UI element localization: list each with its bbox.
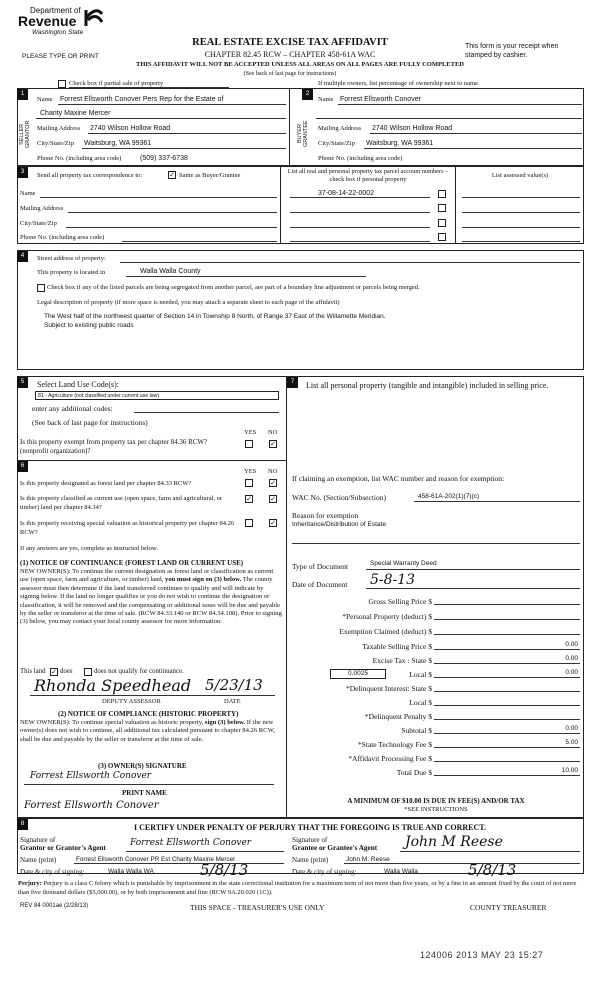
fee-value[interactable]: 0.00 bbox=[565, 669, 578, 676]
fee-value[interactable]: 10.00 bbox=[561, 767, 578, 774]
section-3-number: 3 bbox=[17, 167, 28, 178]
legal-description-label: Legal description of property (if more space is needed, you may attach a separate sheet to each page of the affidavit) bbox=[37, 299, 340, 306]
buyer-name-underline bbox=[338, 104, 582, 105]
buyer-name-label: Name bbox=[318, 96, 334, 103]
doc-date-label: Date of Document bbox=[292, 580, 348, 589]
seller-address-label: Mailing Address bbox=[37, 125, 81, 132]
sec6-instructions: If any answers are yes, complete as instructed below. bbox=[20, 545, 158, 552]
cashier-stamp: 124006 2013 MAY 23 15:27 bbox=[420, 950, 544, 960]
section-8-number: 8 bbox=[17, 819, 28, 830]
fee-value[interactable]: 0.00 bbox=[565, 641, 578, 648]
parcel-4-checkbox[interactable] bbox=[438, 233, 446, 241]
q3-yes-checkbox[interactable] bbox=[245, 519, 253, 527]
q2-no-checkbox[interactable]: ✓ bbox=[270, 495, 276, 503]
segregated-label: Check box if any of the listed parcels are being segregated from another parcel, are part of a boundary line adjustment or parcels being merged. bbox=[47, 284, 420, 291]
parcel-line-4 bbox=[290, 241, 430, 242]
form-title: REAL ESTATE EXCISE TAX AFFIDAVIT bbox=[192, 37, 388, 48]
sec3-city-label: City/State/Zip bbox=[20, 220, 57, 227]
fee-label: *Affidavit Processing Fee $ bbox=[348, 754, 432, 763]
sec3-name-label: Name bbox=[20, 190, 36, 197]
fee-label: Local $ bbox=[409, 698, 432, 707]
sec6-q1: Is this property designated as forest land per chapter 84.33 RCW? bbox=[20, 480, 192, 487]
sec5-see-back: (See back of last page for instructions) bbox=[32, 418, 148, 427]
form-number: REV 84 0001ae (2/28/13) bbox=[20, 903, 89, 909]
fee-underline bbox=[434, 634, 580, 635]
grantee-name[interactable]: John M. Reese bbox=[346, 856, 390, 863]
minimum-due: A MINIMUM OF $10.00 IS DUE IN FEE(S) AND/OR TAX bbox=[347, 797, 525, 805]
buyer-address-underline bbox=[370, 133, 582, 134]
sec3-name-underline bbox=[40, 197, 277, 198]
q3-no-checkbox[interactable]: ✓ bbox=[270, 519, 276, 527]
seller-name-line2[interactable]: Charity Maxine Mercer bbox=[40, 110, 111, 117]
partial-sale-checkbox[interactable] bbox=[58, 80, 66, 88]
q1-yes-checkbox[interactable] bbox=[245, 479, 253, 487]
fee-underline bbox=[434, 663, 580, 664]
section-5-number: 5 bbox=[17, 377, 28, 388]
parcel-3-checkbox[interactable] bbox=[438, 219, 446, 227]
treasurer-space: THIS SPACE - TREASURER'S USE ONLY bbox=[190, 903, 325, 912]
lower-center-divider bbox=[286, 376, 287, 818]
buyer-city[interactable]: Waitsburg, WA 99361 bbox=[366, 140, 434, 147]
sec3-address-underline bbox=[68, 212, 277, 213]
additional-codes-label: enter any additional codes: bbox=[32, 404, 113, 413]
fee-label: Gross Selling Price $ bbox=[368, 597, 432, 606]
fee-label: Total Due $ bbox=[396, 768, 432, 777]
section-2-number: 2 bbox=[302, 89, 313, 100]
fee-label: *Delinquent Interest: State $ bbox=[345, 684, 432, 693]
sec5-yes-header: YES bbox=[244, 429, 257, 436]
grantee-signature-label: Signature of Grantee or Grantee's Agent bbox=[292, 836, 378, 852]
fee-underline bbox=[434, 705, 580, 706]
grantee-signature[interactable]: John M Reese bbox=[405, 834, 503, 850]
exempt-yes-checkbox[interactable] bbox=[245, 440, 253, 448]
buyer-name2-underline bbox=[316, 118, 582, 119]
buyer-side-label: BUYER GRANTEE bbox=[297, 120, 309, 148]
fee-underline bbox=[434, 733, 580, 734]
county-value[interactable]: Walla Walla County bbox=[140, 268, 201, 275]
section-6-top-rule bbox=[17, 460, 287, 461]
parcel-assessed-divider bbox=[455, 166, 456, 244]
doc-type-value[interactable]: Special Warranty Deed bbox=[370, 560, 437, 567]
fee-underline bbox=[434, 747, 580, 748]
assessor-date-label: DATE bbox=[224, 698, 241, 705]
assessed-line-2 bbox=[462, 212, 580, 213]
county-underline bbox=[126, 276, 366, 277]
does-not-label: does not qualify for continuance. bbox=[94, 668, 184, 675]
grantee-name-underline bbox=[344, 863, 580, 864]
located-in-label: This property is located in bbox=[37, 269, 106, 276]
assessed-header: List assessed value(s) bbox=[491, 172, 549, 179]
segregated-checkbox[interactable] bbox=[37, 284, 45, 292]
personal-property-label: List all personal property (tangible and intangible) included in selling price. bbox=[306, 381, 549, 390]
reason-label: Reason for exemption bbox=[292, 511, 359, 520]
please-type: PLEASE TYPE OR PRINT bbox=[22, 53, 99, 60]
parcel-2-checkbox[interactable] bbox=[438, 204, 446, 212]
exempt-no-checkbox[interactable]: ✓ bbox=[270, 440, 276, 448]
assessor-date[interactable]: 5/23/13 bbox=[205, 676, 263, 694]
street-address-underline bbox=[120, 262, 580, 263]
reason-value[interactable]: Inheritance/Distribution of Estate bbox=[292, 521, 386, 528]
seller-address[interactable]: 2740 Wilson Hollow Road bbox=[90, 125, 171, 132]
grantor-date[interactable]: 5/8/13 bbox=[200, 861, 249, 879]
does-label: does bbox=[60, 668, 73, 675]
fee-label: *State Technology Fee $ bbox=[357, 740, 432, 749]
fee-label: Subtotal $ bbox=[401, 726, 432, 735]
assessed-line-1 bbox=[462, 197, 580, 198]
section-7-number: 7 bbox=[287, 377, 298, 388]
county-treasurer: COUNTY TREASURER bbox=[470, 903, 547, 912]
see-instructions: *SEE INSTRUCTIONS bbox=[404, 806, 468, 813]
reason-underline bbox=[292, 543, 580, 544]
parcel-line-2 bbox=[290, 212, 430, 213]
additional-codes-underline bbox=[134, 412, 279, 413]
seller-city[interactable]: Waitsburg, WA 99361 bbox=[84, 140, 152, 147]
fee-label: *Delinquent Penalty $ bbox=[364, 712, 432, 721]
seller-city-label: City/State/Zip bbox=[37, 140, 74, 147]
buyer-city-underline bbox=[364, 148, 582, 149]
this-land-label: This land bbox=[20, 668, 46, 675]
sec6-q2: Is this property classified as current use (open space, farm and agricultural, or timber) land per chapter 84.34? bbox=[20, 495, 223, 511]
see-back: (See back of last page for instructions) bbox=[243, 71, 337, 77]
fee-value[interactable]: 0.00 bbox=[565, 725, 578, 732]
seller-phone[interactable]: (509) 337-6738 bbox=[140, 155, 188, 162]
certify-statement: I CERTIFY UNDER PENALTY OF PERJURY THAT THE FOREGOING IS TRUE AND CORRECT. bbox=[133, 823, 486, 832]
revenue-logo-mark-icon bbox=[82, 8, 104, 28]
fee-underline bbox=[434, 619, 580, 620]
print-name-value[interactable]: Forrest Ellsworth Conover bbox=[24, 800, 159, 811]
same-as-buyer-checkbox[interactable]: ✓ bbox=[169, 171, 175, 179]
grantee-name-label: Name (print) bbox=[292, 856, 329, 864]
grantor-signature-label: Signature of Grantor or Grantor's Agent bbox=[20, 836, 106, 852]
grantee-date[interactable]: 5/8/13 bbox=[468, 861, 517, 879]
seller-address-underline bbox=[88, 133, 286, 134]
form-subtitle: CHAPTER 82.45 RCW – CHAPTER 458-61A WAC bbox=[204, 50, 376, 59]
grantor-signature[interactable]: Forrest Ellsworth Conover bbox=[130, 838, 252, 848]
exempt-question: Is this property exempt from property tax per chapter 84.36 RCW? (nonprofit organization)? bbox=[20, 438, 208, 455]
q1-no-checkbox[interactable]: ✓ bbox=[270, 479, 276, 487]
doc-type-underline bbox=[366, 569, 580, 570]
parcel-line-1 bbox=[290, 197, 430, 198]
buyer-address-label: Mailing Address bbox=[318, 125, 362, 132]
fee-underline bbox=[434, 677, 580, 678]
sec3-address-label: Mailing Address bbox=[20, 205, 64, 212]
fee-underline bbox=[434, 719, 580, 720]
section-4-box bbox=[17, 250, 584, 370]
receipt-note: This form is your receipt when stamped by cashier. bbox=[465, 43, 559, 59]
grantor-date-label: Date & city of signing: bbox=[20, 868, 85, 876]
deputy-assessor-label: DEPUTY ASSESSOR bbox=[102, 698, 161, 705]
does-not-checkbox[interactable] bbox=[84, 668, 92, 676]
fee-underline bbox=[434, 604, 580, 605]
buyer-city-label: City/State/Zip bbox=[318, 140, 355, 147]
sec6-q3: Is this property receiving special valuation as historical property per chapter 84.26 RCW? bbox=[20, 520, 235, 536]
sec6-yes-header: YES bbox=[244, 468, 257, 475]
fee-label: Excise Tax : State $ bbox=[372, 656, 432, 665]
notice2-text: NEW OWNER(S): To continue special valuation as historic property, sign (3) below. If the new owner(s) does not wish to continue, all additional tax calculated pursuant to chapter 84.26 RCW, shall be due and payable by the seller or transferor at the time of sale. bbox=[20, 719, 275, 743]
doc-date-underline bbox=[366, 588, 580, 589]
land-use-label: Select Land Use Code(s): bbox=[37, 380, 119, 389]
parties-divider bbox=[289, 88, 290, 166]
assessor-signature[interactable]: Rhonda Speedhead bbox=[34, 676, 192, 695]
parcel-number[interactable]: 37-08-14-22-0002 bbox=[318, 190, 375, 197]
doc-date-value[interactable]: 5-8-13 bbox=[370, 572, 416, 588]
seller-name2-underline bbox=[36, 118, 286, 119]
sec3-city-underline bbox=[66, 227, 277, 228]
dept-line2: Revenue bbox=[18, 13, 77, 29]
partial-sale-label: Check box if partial sale of property bbox=[69, 80, 164, 87]
does-checkbox[interactable]: ✓ bbox=[51, 668, 57, 676]
sec6-no-header: NO bbox=[268, 468, 278, 475]
land-use-select[interactable]: 81 - Agriculture (not classified under current use law) bbox=[35, 391, 279, 400]
multiple-owners-note: If multiple owners, list percentage of ownership next to name. bbox=[318, 80, 480, 87]
seller-city-underline bbox=[82, 148, 286, 149]
assessor-underline bbox=[30, 695, 275, 696]
fee-underline bbox=[434, 691, 580, 692]
doc-type-label: Type of Document bbox=[292, 562, 349, 571]
owner-signature-label: (3) OWNER(S) SIGNATURE bbox=[98, 762, 187, 770]
owner-signature-underline bbox=[24, 784, 274, 785]
fee-label: Exemption Claimed (deduct) $ bbox=[339, 627, 432, 636]
fee-label: Taxable Selling Price $ bbox=[362, 642, 432, 651]
parcel-header: List all real and personal property tax parcel account numbers – check box if personal property bbox=[287, 168, 449, 183]
grantee-signature-underline bbox=[400, 851, 580, 852]
perjury-notice: Perjury: Perjury is a class C felony which is punishable by imprisonment in the state correctional institution for a maximum term of not more than five years, or by a fine in an amount fixed by the court of not more than five thousand dollars ($5,000.00), or by both imprisonment and fine (RCW 9A.20.020 (1C)). bbox=[18, 880, 577, 896]
buyer-name[interactable]: Forrest Ellsworth Conover bbox=[340, 96, 421, 103]
notice1-title: (1) NOTICE OF CONTINUANCE (FOREST LAND OR CURRENT USE) bbox=[20, 559, 244, 567]
legal-description-line2[interactable]: Subject to existing public roads bbox=[44, 322, 134, 329]
fee-value[interactable]: 5.00 bbox=[565, 739, 578, 746]
seller-side-label: SELLER GRANTOR bbox=[19, 120, 31, 148]
same-as-buyer-label: Same as Buyer/Grantee bbox=[179, 172, 241, 179]
street-address-label: Street address of property: bbox=[37, 255, 106, 262]
q2-yes-checkbox[interactable]: ✓ bbox=[246, 495, 252, 503]
notice1-text: NEW OWNER(S): To continue the current designation as forest land or classification as current use (open space, farm and agriculture, or timber) land, you must sign on (3) below. The county assessor must then determine if the land transferred continues to qualify and will indicate by signing below. If the land no longer qualifies or you do not wish to continue the designation or classification, it will be removed and the compensating or additional taxes will be due and payable by the seller or transferor at the time of sale. (RCW 84.33.140 or RCW 84.34.108). Prior to signing (3) below, you may contact your local county assessor for more information. bbox=[20, 568, 282, 626]
owner-signature[interactable]: Forrest Ellsworth Conover bbox=[30, 771, 152, 781]
seller-name-label: Name bbox=[37, 96, 53, 103]
grantee-city[interactable]: Walla Walla bbox=[384, 868, 418, 875]
revenue-logo bbox=[18, 6, 113, 40]
fee-underline bbox=[434, 761, 580, 762]
buyer-phone-label: Phone No. (including area code) bbox=[318, 155, 403, 162]
section-6-number: 6 bbox=[17, 461, 28, 472]
grantor-name-label: Name (print) bbox=[20, 856, 57, 864]
dept-line1: Department of bbox=[30, 6, 81, 15]
fee-label: *Personal Property (deduct) $ bbox=[342, 612, 432, 621]
assessed-line-4 bbox=[462, 241, 580, 242]
seller-name-line1[interactable]: Forrest Ellsworth Conover Pers Rep for the Estate of bbox=[60, 96, 224, 103]
local-rate-box[interactable]: 0.0025 bbox=[330, 669, 386, 679]
section-1-number: 1 bbox=[17, 89, 28, 100]
grantee-date-label: Date & city of signing: bbox=[292, 868, 357, 876]
fee-value[interactable]: 0.00 bbox=[565, 655, 578, 662]
sec3-phone-underline bbox=[122, 241, 277, 242]
sec3-phone-label: Phone No. (including area code) bbox=[20, 234, 105, 241]
section-4-number: 4 bbox=[17, 251, 28, 262]
exemption-label: If claiming an exemption, list WAC number and reason for exemption: bbox=[292, 474, 505, 483]
legal-description-line1[interactable]: The West half of the northwest quarter of Section 14 in Township 8 North, of Range 37 East of the Willamette Meridian. bbox=[44, 313, 386, 320]
grantor-city[interactable]: Walla Walla WA bbox=[108, 868, 154, 875]
grantor-name-underline bbox=[74, 863, 284, 864]
section-3-divider bbox=[280, 166, 281, 244]
fee-underline bbox=[434, 775, 580, 776]
buyer-address[interactable]: 2740 Wilson Hollow Road bbox=[372, 125, 453, 132]
fee-label: Local $ bbox=[409, 670, 432, 679]
dept-line3: Washington State bbox=[32, 29, 84, 36]
seller-phone-label: Phone No. (including area code) bbox=[37, 155, 122, 162]
grantor-name[interactable]: Forrest Ellsworth Conover PR Est Charity Maxine Mercer bbox=[76, 856, 236, 863]
print-name-label: PRINT NAME bbox=[122, 789, 167, 797]
parcel-1-checkbox[interactable] bbox=[438, 190, 446, 198]
assessed-line-3 bbox=[462, 227, 580, 228]
parcel-line-3 bbox=[290, 227, 430, 228]
wac-value[interactable]: 458-61A-202(1)(7)(c) bbox=[418, 493, 480, 500]
sec5-no-header: NO bbox=[268, 429, 278, 436]
wac-label: WAC No. (Section/Subsection) bbox=[292, 493, 386, 502]
fee-underline bbox=[434, 649, 580, 650]
wac-underline bbox=[414, 501, 580, 502]
form-warning: THIS AFFIDAVIT WILL NOT BE ACCEPTED UNLESS ALL AREAS ON ALL PAGES ARE FULLY COMPLETED bbox=[136, 61, 464, 68]
notice2-title: (2) NOTICE OF COMPLIANCE (HISTORIC PROPERTY) bbox=[58, 710, 239, 718]
send-correspondence-label: Send all property tax correspondence to: bbox=[37, 172, 143, 179]
seller-name-underline bbox=[58, 104, 286, 105]
grantor-signature-underline bbox=[126, 851, 284, 852]
